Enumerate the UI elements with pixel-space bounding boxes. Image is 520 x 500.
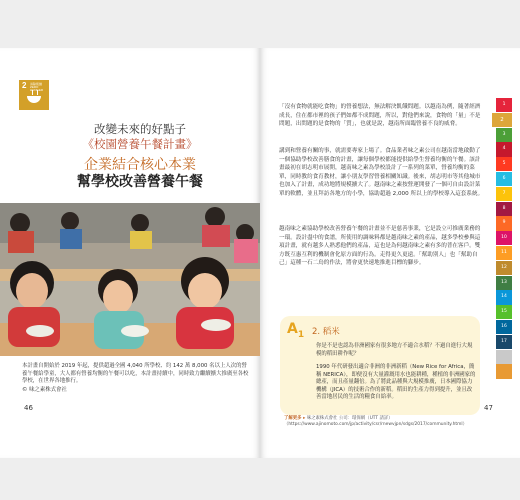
sdg-tab[interactable]: 17 (496, 335, 512, 349)
qa-title: 2. 稻米 (312, 327, 340, 337)
photo-copyright: © 味之素株式會社 (22, 387, 67, 393)
article-heading-line2: 幫學校改善營養午餐 (77, 174, 203, 190)
qa-badge-number: 1 (297, 329, 305, 340)
reference-link[interactable]: 味之素株式會社 公司：環保網（UTT 請詳）（https://www.ajinomoto.com/jp/activity/csr/rnewvjpn/sdgs/2017/community.html） (284, 416, 468, 427)
reference-footer (284, 416, 484, 428)
sdg-tab[interactable]: 15 (496, 305, 512, 319)
sdg-tab[interactable]: 16 (496, 320, 512, 334)
qa-question: 你是不是也認為非洲國家有很多地方不適合水稻？不過自進行大規模的稻田耕作呢？ (316, 343, 473, 357)
article-title-line1: 改變未來的好點子 (94, 122, 186, 136)
article-title-line2: 《校園營養午餐計畫》 (82, 137, 198, 151)
bowl-icon (27, 96, 41, 103)
page-number-right: 47 (484, 404, 493, 412)
sdg-tab[interactable]: 2 (492, 113, 512, 127)
article-heading-line1: 企業結合核心本業 (84, 157, 196, 173)
learn-more-tag: 了解更多 ▸ (284, 416, 306, 421)
sdg-tab[interactable]: 13 (496, 276, 512, 290)
sdg-badge-number: 2 (22, 81, 27, 90)
sdg-tab[interactable]: 6 (496, 172, 512, 186)
sdg-tab[interactable]: 10 (496, 231, 512, 245)
sdg-tab[interactable] (496, 350, 512, 364)
sdg-tab[interactable]: 1 (496, 98, 512, 112)
sdg-badge-label-en: ZERO HUNGER (30, 85, 44, 92)
sdg-2-badge-icon (19, 80, 49, 110)
sdg-tab[interactable]: 12 (496, 261, 512, 275)
body-paragraph-3: 越南味之素協助學校改善營養午餐的計畫並不是慈善事業，它是設立可推廣業務的一環。設計盡中的食譜，所使用的調味料都是越南味之素的產品，越多學校參與這項計畫，就有越多人熟悉他們的產品，這也是為何越南味之素有多的普在客戶。雙方既互惠互利的機制會化原方面的行為。走得更久更遠。「幫助別人」也「幫助自己」這種一石二鳥的作法，將會更快速地推進目標的腳步。 (279, 226, 481, 267)
steam-icon (32, 90, 38, 95)
qa-answer: 1990 年代研發出適合非洲的非洲新稻（New Rice for Africa，簡稱 NERICA），即便沒有大量灌溉用水也能耕種，種植的非洲國家的總產，而且產量翻倍。為了將此品種與大規模推廣，日本國際協力機構（JICA）的技術合作的新稻。稻田的生產力得到提升，並且改善當地居民的生活的糧食自給率。 (316, 364, 476, 401)
sdg-tab[interactable]: 8 (496, 202, 512, 216)
qa-sidebar-box (280, 316, 480, 415)
sdg-tab[interactable]: 9 (496, 216, 512, 230)
sdg-badge-label-zh: 消除飢餓 (30, 82, 43, 86)
sdg-tab[interactable]: 14 (496, 290, 512, 304)
sdg-tab[interactable]: 4 (496, 142, 512, 156)
children-eating-illustration (0, 203, 260, 356)
sdg-tab[interactable]: 5 (496, 157, 512, 171)
body-paragraph-2: 講到和營養有關的事，就需要專家上場了。食品業者味之素公司在越南當地啟動了一個協助學校改善膳食的計畫，讓每個學校都能提供給學生營養均衡的午餐。該計畫最初在胡志明市展開，越南味之素為學校設計了一系列的菜單，營養均衡的菜單，同時教約食育教材，讓小朋友學習營養相關知識。後來，胡志明市等其他城市也加入了計畫，成功地將規模擴大了。越南味之素按營運開發了一個可自由設計菜單的軟體，並且拜訪各地方的小學，協助超過 2,000 所以上的學校導入這套系統。 (279, 148, 484, 197)
qa-badge (287, 321, 304, 340)
page-number-left: 46 (24, 404, 33, 412)
sdg-tab[interactable]: 3 (496, 128, 512, 142)
body-paragraph-1: 「沒有食物就能吃食物」的營養想法，無法解決飢餓問題。以越南為例，隨著經濟成長，住在都市裡的孩子們如都不成問題，所以，對他們來說，食物的「量」不是問題，出問題的是食物的「質」，也就是說，越南所面臨營養不良的威脅。 (279, 104, 481, 128)
sdg-tab[interactable]: 11 (496, 246, 512, 260)
sdg-tab[interactable] (496, 364, 512, 378)
sdg-tab-strip (496, 98, 512, 379)
sdg-tab[interactable]: 7 (496, 187, 512, 201)
photo-caption: 本計畫自開始於 2019 年起，提供超過全國 4,040 所學校、約 142 萬 8,000 名以上人次的營養午餐給學童，大人都有營養均衡的午餐可以吃，本計畫持續中，同時致力繼續擴大推廣至各校學校，在世界各地推行。 (22, 363, 249, 384)
qa-badge-letter: A (287, 321, 298, 337)
school-lunch-photo (0, 203, 260, 356)
